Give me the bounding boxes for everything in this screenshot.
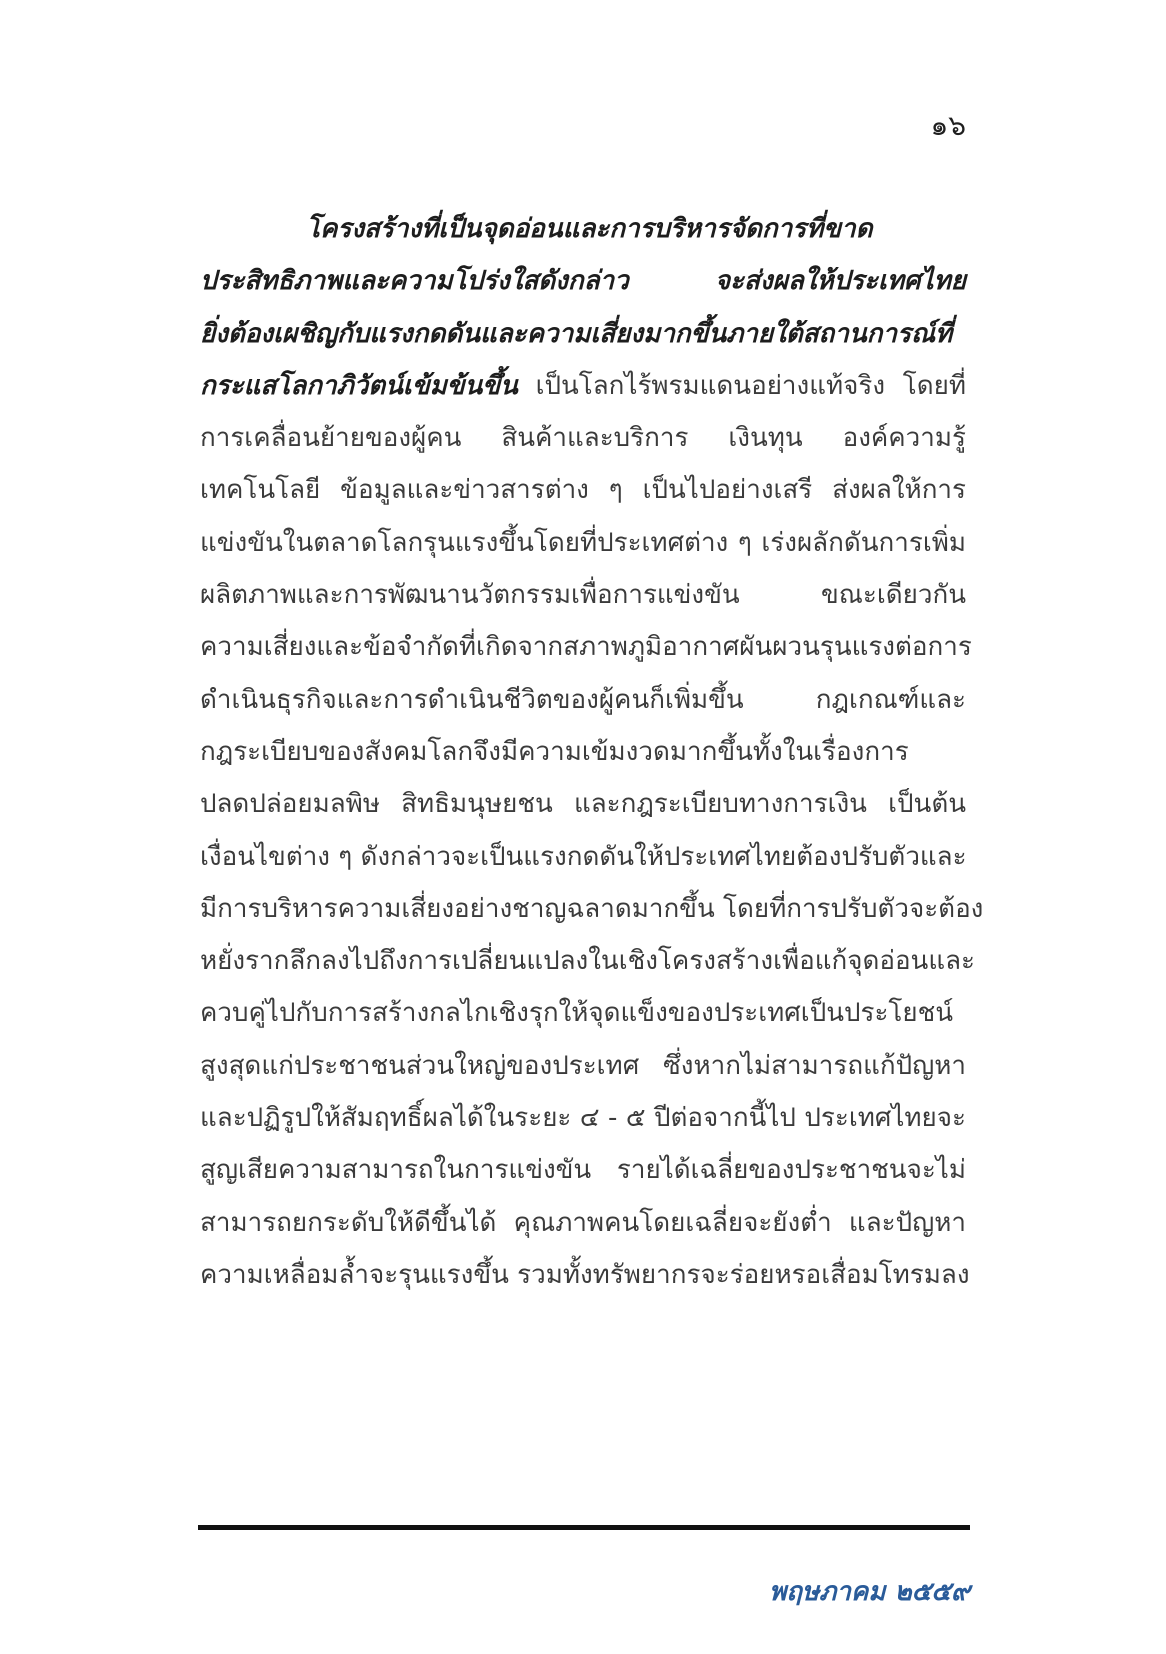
plain-text: ดำเนินธุรกิจและการดำเนินชีวิตของผู้คนก็เพิ่มขึ้น กฎเกณฑ์และ bbox=[200, 684, 966, 715]
page-number: ๑๖ bbox=[930, 109, 966, 142]
plain-text: สูญเสียความสามารถในการแข่งขัน รายได้เฉลี่ยของประชาชนจะไม่ bbox=[200, 1155, 966, 1186]
paragraph-line bbox=[200, 308, 966, 360]
plain-text: ความเหลื่อมล้ำจะรุนแรงขึ้น รวมทั้งทรัพยากรจะร่อยหรอเสื่อมโทรมลง bbox=[200, 1259, 970, 1290]
plain-text: ปลดปล่อยมลพิษ สิทธิมนุษยชน และกฎระเบียบทางการเงิน เป็นต้น bbox=[200, 789, 966, 820]
plain-text: สูงสุดแก่ประชาชนส่วนใหญ่ของประเทศ ซึ่งหากไม่สามารถแก้ปัญหา bbox=[200, 1050, 966, 1081]
plain-text: สามารถยกระดับให้ดีขึ้นได้ คุณภาพคนโดยเฉลี่ยจะยังต่ำ และปัญหา bbox=[200, 1207, 966, 1238]
plain-text: ควบคู่ไปกับการสร้างกลไกเชิงรุกให้จุดแข็งของประเทศเป็นประโยชน์ bbox=[200, 998, 954, 1029]
emphasized-text: กระแสโลกาภิวัตน์เข้มข้นขึ้น bbox=[200, 370, 518, 401]
paragraph-line bbox=[200, 255, 966, 307]
plain-text: เงื่อนไขต่าง ๆ ดังกล่าวจะเป็นแรงกดดันให้ประเทศไทยต้องปรับตัวและ bbox=[200, 841, 967, 872]
paragraph-line bbox=[200, 1144, 966, 1196]
emphasized-text: ยิ่งต้องเผชิญกับแรงกดดันและความเสี่ยงมากขึ้นภายใต้สถานการณ์ที่ bbox=[200, 318, 953, 349]
plain-text: กฎระเบียบของสังคมโลกจึงมีความเข้มงวดมากขึ้นทั้งในเรื่องการ bbox=[200, 736, 909, 767]
plain-text: หยั่งรากลึกลงไปถึงการเปลี่ยนแปลงในเชิงโครงสร้างเพื่อแก้จุดอ่อนและ bbox=[200, 946, 975, 977]
body-text bbox=[200, 203, 984, 1301]
plain-text: การเคลื่อนย้ายของผู้คน สินค้าและบริการ เงินทุน องค์ความรู้ bbox=[200, 423, 966, 454]
paragraph-line bbox=[200, 831, 966, 883]
plain-text: ผลิตภาพและการพัฒนานวัตกรรมเพื่อการแข่งขัน ขณะเดียวกัน bbox=[200, 580, 966, 611]
paragraph-line bbox=[200, 778, 966, 830]
plain-text: เป็นโลกไร้พรมแดนอย่างแท้จริง โดยที่ bbox=[517, 370, 966, 401]
plain-text: มีการบริหารความเสี่ยงอย่างชาญฉลาดมากขึ้น โดยที่การปรับตัวจะต้อง bbox=[200, 893, 984, 924]
paragraph-line bbox=[200, 883, 984, 935]
footer-rule bbox=[198, 1525, 970, 1530]
paragraph-line bbox=[200, 1092, 966, 1144]
plain-text: และปฏิรูปให้สัมฤทธิ์ผลได้ในระยะ ๔ - ๕ ปีต่อจากนี้ไป ประเทศไทยจะ bbox=[200, 1103, 966, 1134]
paragraph-line bbox=[200, 360, 966, 412]
emphasized-text: โครงสร้างที่เป็นจุดอ่อนและการบริหารจัดการที่ขาด bbox=[306, 214, 873, 244]
paragraph-line bbox=[200, 621, 972, 673]
paragraph-line bbox=[200, 569, 966, 621]
plain-text: ความเสี่ยงและข้อจำกัดที่เกิดจากสภาพภูมิอากาศผันผวนรุนแรงต่อการ bbox=[200, 632, 972, 663]
paragraph-line bbox=[200, 203, 966, 255]
paragraph-line bbox=[200, 464, 966, 516]
paragraph-line bbox=[200, 517, 966, 569]
paragraph-line bbox=[200, 987, 966, 1039]
paragraph-line bbox=[200, 1197, 966, 1249]
paragraph-line bbox=[200, 1040, 966, 1092]
paragraph-line bbox=[200, 412, 966, 464]
plain-text: เทคโนโลยี ข้อมูลและข่าวสารต่าง ๆ เป็นไปอย่างเสรี ส่งผลให้การ bbox=[200, 475, 966, 506]
footer-date: พฤษภาคม ๒๕๕๙ bbox=[769, 1577, 970, 1607]
paragraph-line bbox=[200, 1249, 970, 1301]
plain-text: แข่งขันในตลาดโลกรุนแรงขึ้นโดยที่ประเทศต่าง ๆ เร่งผลักดันการเพิ่ม bbox=[200, 527, 966, 558]
paragraph-line bbox=[200, 935, 975, 987]
emphasized-text: ประสิทธิภาพและความโปร่งใสดังกล่าว จะส่งผลให้ประเทศไทย bbox=[200, 266, 966, 297]
paragraph-line bbox=[200, 674, 966, 726]
paragraph-line bbox=[200, 726, 966, 778]
